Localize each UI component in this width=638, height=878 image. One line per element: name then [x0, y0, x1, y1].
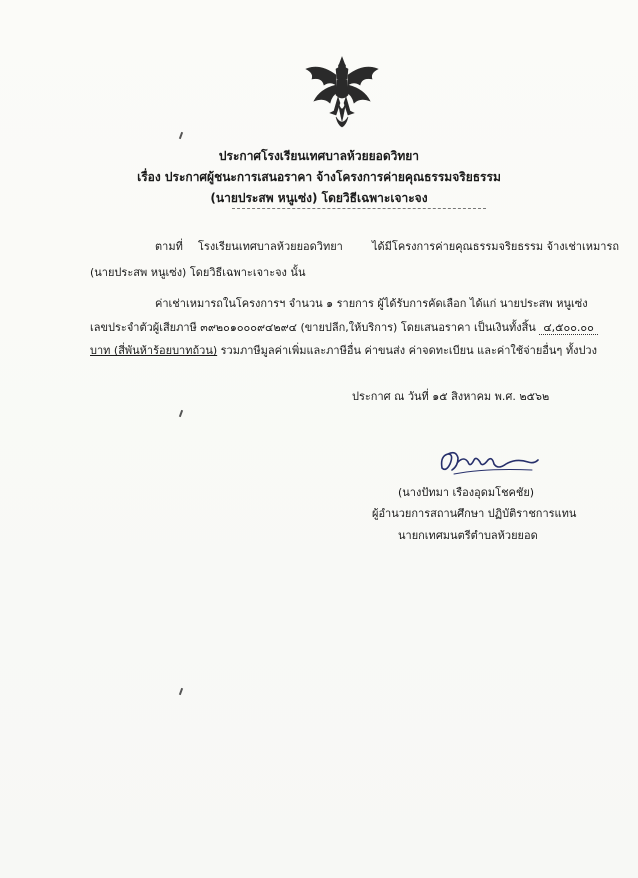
announcement-title: ประกาศโรงเรียนเทศบาลห้วยยอดวิทยา: [218, 149, 420, 163]
signer-position: ผู้อำนวยการสถานศึกษา ปฏิบัติราชการแทน: [372, 507, 577, 520]
announcement-date: ประกาศ ณ วันที่ ๑๕ สิงหาคม พ.ศ. ๒๕๖๒: [352, 390, 550, 403]
garuda-emblem-icon: [300, 55, 384, 129]
heading-divider: [232, 208, 486, 209]
para2-line2: [90, 318, 598, 336]
announcement-subject: เรื่อง ประกาศผู้ชนะการเสนอราคา จ้างโครงการค่ายคุณธรรมจริยธรรม: [137, 170, 501, 184]
price-in-words: บาท (สี่พันห้าร้อยบาทถ้วน): [90, 344, 218, 357]
para1-lead: ตามที่: [155, 240, 183, 253]
para2-line1: ค่าเช่าเหมารถในโครงการฯ จำนวน ๑ รายการ ผู้ได้รับการคัดเลือก ได้แก่ นายประสพ หนูเซ่ง: [155, 297, 588, 310]
para1-line2: (นายประสพ หนูเซ่ง) โดยวิธีเฉพาะเจาะจง นั้น: [90, 266, 306, 279]
price-inclusions: รวมภาษีมูลค่าเพิ่มและภาษีอื่น ค่าขนส่ง ค่าจดทะเบียน และค่าใช้จ่ายอื่นๆ ทั้งปวง: [217, 344, 597, 357]
para1-project: ได้มีโครงการค่ายคุณธรรมจริยธรรม จ้างเช่าเหมารถ: [372, 240, 620, 253]
para2-line3: [90, 341, 597, 359]
scan-mark: [179, 132, 183, 139]
handwritten-signature: [436, 448, 540, 478]
para2-taxid-text: เลขประจำตัวผู้เสียภาษี ๓๙๒๐๑๐๐๐๙๔๒๙๔ (ขายปลีก,ให้บริการ) โดยเสนอราคา เป็นเงินทั้งสิ้น: [90, 321, 536, 334]
scan-mark: [179, 410, 183, 417]
price-amount: ๔,๕๐๐.๐๐: [539, 321, 598, 335]
scan-mark: [179, 688, 183, 695]
para1-school: โรงเรียนเทศบาลห้วยยอดวิทยา: [198, 240, 343, 253]
signer-name: (นางปัทมา เรืองอุดมโชคชัย): [398, 486, 535, 499]
signer-acting-for: นายกเทศมนตรีตำบลห้วยยอด: [398, 529, 538, 542]
announcement-method: (นายประสพ หนูเซ่ง) โดยวิธีเฉพาะเจาะจง: [210, 191, 428, 205]
